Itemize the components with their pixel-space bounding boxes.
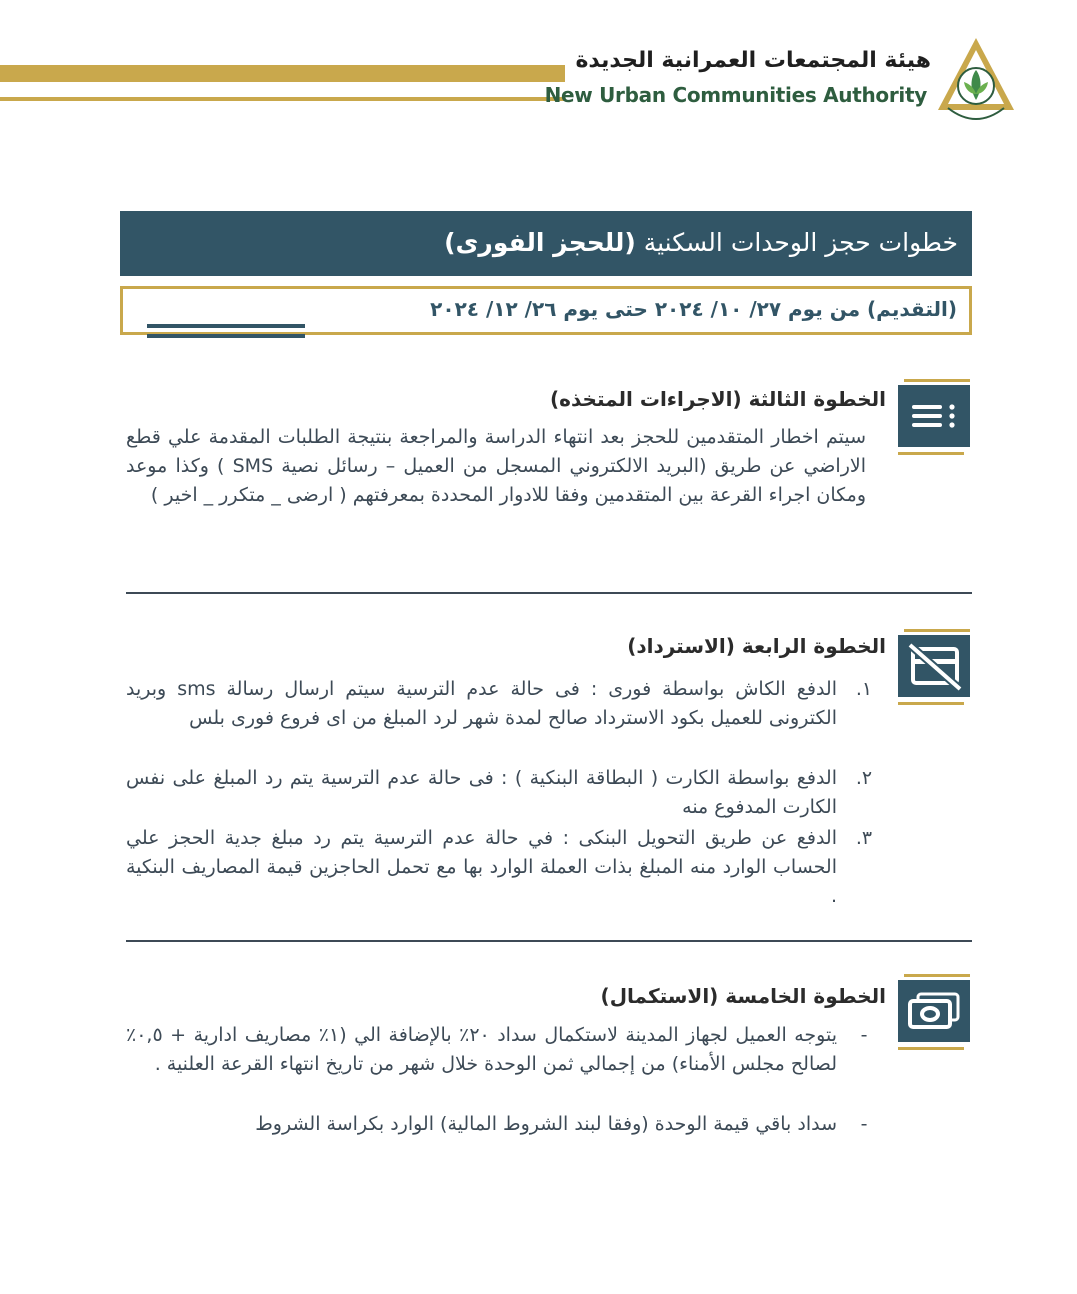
header-accent-line bbox=[0, 97, 565, 101]
list-bullet: - bbox=[860, 1113, 868, 1135]
page-title-band bbox=[120, 211, 972, 276]
step4-item-1 bbox=[126, 675, 879, 765]
step5-icon-frame bbox=[896, 974, 972, 1050]
step5-title: الخطوة الخامسة (الاستكمال) bbox=[600, 984, 886, 1008]
nuca-logo-icon bbox=[934, 34, 1018, 122]
list-bullet: - bbox=[860, 1024, 868, 1046]
date-underline-2 bbox=[147, 334, 305, 338]
step4-title: الخطوة الرابعة (الاسترداد) bbox=[627, 634, 886, 658]
step4-item-2 bbox=[126, 764, 879, 824]
card-cancel-icon bbox=[898, 635, 970, 697]
list-number: ٣. bbox=[855, 827, 873, 849]
date-underline-1 bbox=[147, 324, 305, 328]
step3-text: سيتم اخطار المتقدمين للحجز بعد انتهاء الدراسة والمراجعة بنتيجة الطلبات المقدمة علي قطع الاراضي عن طريق (البريد الالكتروني المسجل من العميل – رسائل نصية SMS ) وكذا موعد ومكان اجراء القرعة بين المتقدمين وفقا للادوار المحددة بمعرفتهم ( ارضى _ متكرر _ اخير ) bbox=[126, 426, 866, 506]
list-text: الدفع بواسطة الكارت ( البطاقة البنكية ) : فى حالة عدم الترسية يتم رد المبلغ على نفس الكارت المدفوع منه bbox=[126, 767, 837, 818]
list-number: ١. bbox=[855, 678, 873, 700]
step3-title: الخطوة الثالثة (الاجراءات المتخذه) bbox=[550, 387, 886, 411]
page-title: خطوات حجز الوحدات السكنية (للحجز الفورى) bbox=[444, 228, 958, 257]
list-menu-icon bbox=[898, 385, 970, 447]
step5-item-2 bbox=[126, 1110, 879, 1170]
step4-item-3 bbox=[126, 824, 879, 914]
list-text: الدفع عن طريق التحويل البنكى : في حالة عدم الترسية يتم رد مبلغ جدية الحجز علي الحساب الوارد منه المبلغ بذات العملة الوارد بها مع تحمل الحاجزين قيمة المصاريف البنكية . bbox=[126, 827, 837, 907]
org-name-english: New Urban Communities Authority bbox=[544, 83, 927, 107]
header-accent-bar bbox=[0, 65, 565, 82]
section-divider bbox=[126, 940, 972, 942]
banknote-icon bbox=[898, 980, 970, 1042]
list-number: ٢. bbox=[855, 767, 873, 789]
step3-icon-frame bbox=[896, 379, 972, 455]
org-name-arabic: هيئة المجتمعات العمرانية الجديدة bbox=[575, 48, 931, 73]
section-divider bbox=[126, 592, 972, 594]
list-text: سداد باقي قيمة الوحدة (وفقا لبند الشروط المالية) الوارد بكراسة الشروط bbox=[255, 1113, 837, 1135]
step4-icon-frame bbox=[896, 629, 972, 705]
list-text: يتوجه العميل لجهاز المدينة لاستكمال سداد ٢٠٪ بالإضافة الي (١٪ مصاريف ادارية + ٠,٥٪ لصالح مجلس الأمناء) من إجمالي ثمن الوحدة خلال شهر من تاريخ انتهاء القرعة العلنية . bbox=[126, 1024, 837, 1075]
list-text: الدفع الكاش بواسطة فورى : فى حالة عدم الترسية سيتم ارسال رسالة sms وبريد الكترونى للعميل بكود الاسترداد صالح لمدة شهر لرد المبلغ من اى فروع فورى بلس bbox=[126, 678, 837, 729]
step5-item-1 bbox=[126, 1021, 879, 1111]
date-range-text: (التقديم) من يوم ٢٧/ ١٠/ ٢٠٢٤ حتى يوم ٢٦/ ١٢/ ٢٠٢٤ bbox=[430, 297, 957, 321]
